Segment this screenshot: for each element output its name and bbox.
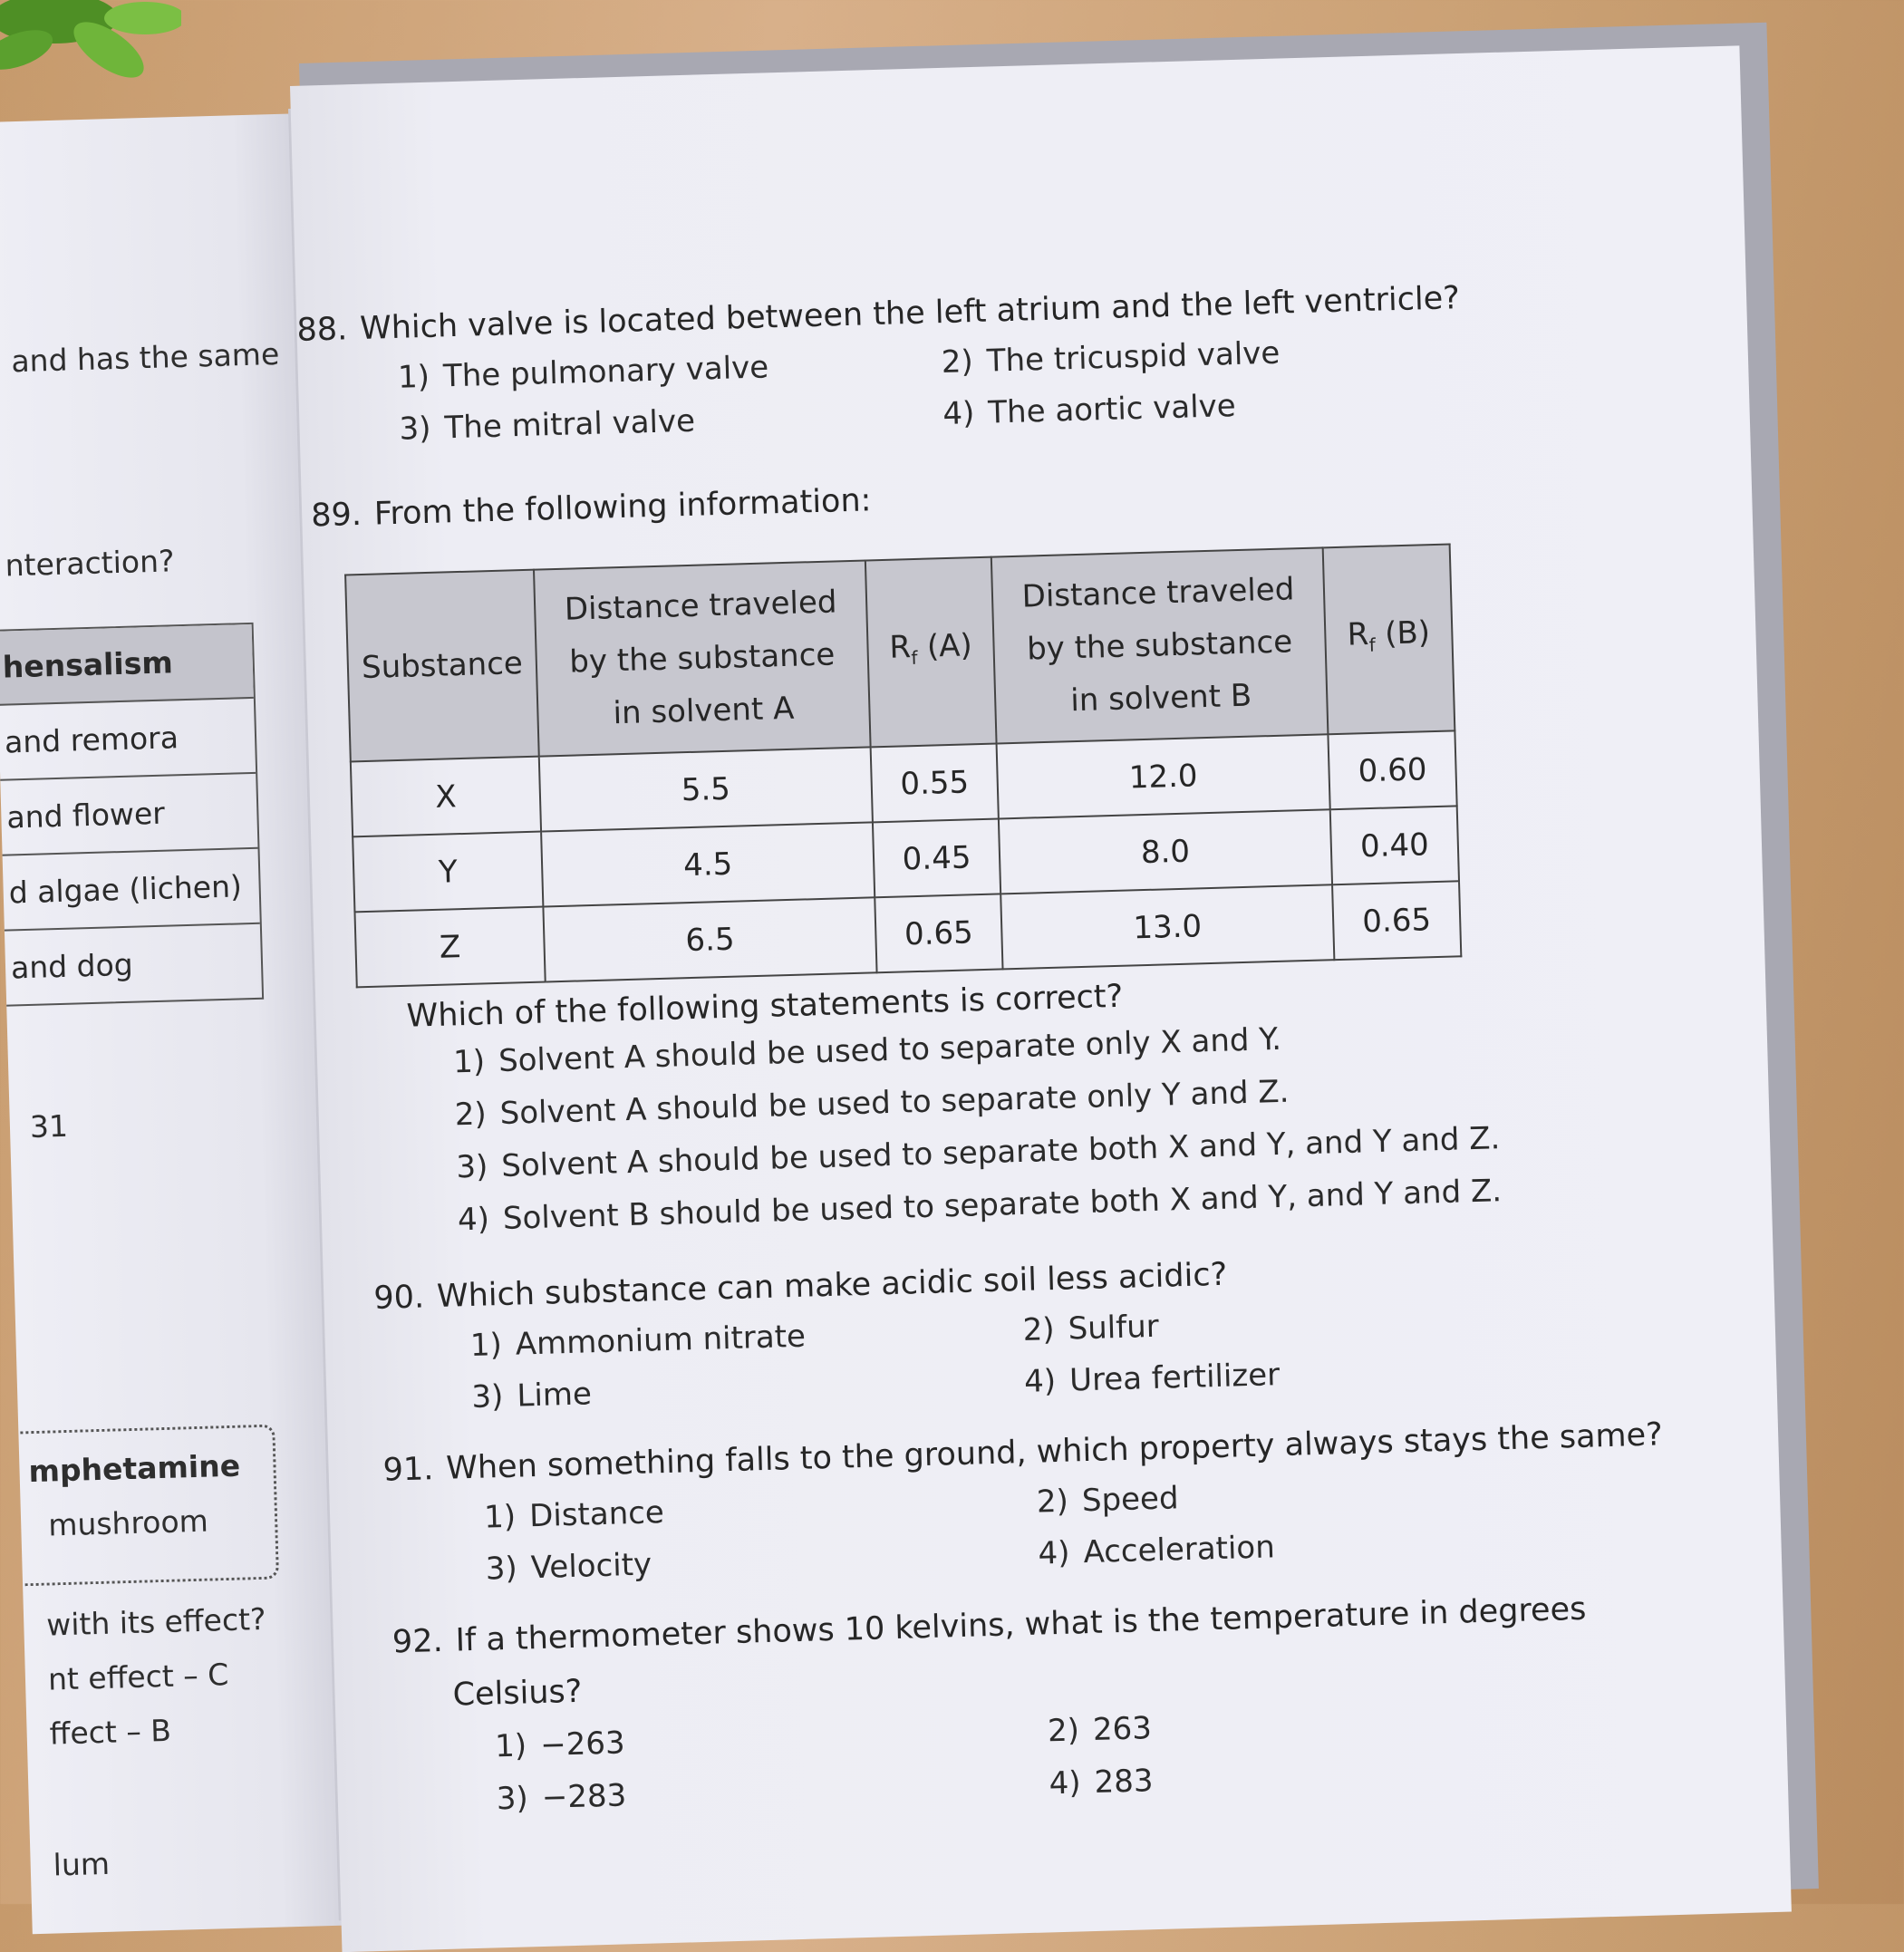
question-number: 90.	[372, 1279, 425, 1317]
cell-distance-b: 13.0	[1000, 884, 1334, 969]
option: 4) Acceleration	[1037, 1529, 1276, 1572]
left-table-row: and dog	[10, 946, 134, 986]
cell-substance: X	[351, 757, 541, 837]
left-table-row: and flower	[0, 774, 258, 856]
option: 1) Solvent A should be used to separate only X and Y.	[452, 1020, 1282, 1081]
option: 4) Solvent B should be used to separate both X and Y, and Y and Z.	[457, 1173, 1503, 1239]
option: 1) The pulmonary valve	[397, 349, 769, 396]
option: 2) Solvent A should be used to separate only Y and Z.	[454, 1073, 1290, 1134]
option: 2) 263	[1047, 1710, 1153, 1750]
header-substance: Substance	[345, 570, 539, 762]
question-88	[296, 280, 1460, 349]
plant-leaves-decoration	[0, 0, 181, 136]
question-text: If a thermometer shows 10 kelvins, what is the temperature in degrees	[455, 1590, 1587, 1659]
cell-substance: Y	[353, 832, 543, 913]
cell-rf-a: 0.55	[871, 744, 999, 823]
rf-data-table	[344, 543, 1462, 988]
option: 1) −263	[494, 1725, 626, 1765]
left-box-item: mushroom	[47, 1503, 209, 1543]
header-rf-a: $R_f$ (A)	[865, 557, 997, 748]
cell-rf-a: 0.65	[875, 894, 1002, 972]
question-number: 89.	[310, 496, 362, 535]
left-table-row: and remora	[0, 699, 256, 781]
cell-distance-b: 8.0	[999, 809, 1332, 894]
left-box-item: mphetamine	[28, 1447, 241, 1490]
cell-rf-b: 0.40	[1330, 806, 1459, 884]
option: 3) Lime	[470, 1376, 593, 1416]
left-fragment: lum	[53, 1845, 111, 1883]
cell-rf-a: 0.45	[873, 818, 1000, 897]
cell-substance: Z	[354, 907, 545, 988]
option: 1) Distance	[483, 1494, 665, 1536]
cell-distance-a: 5.5	[539, 747, 873, 831]
question-number: 92.	[391, 1622, 444, 1661]
left-fragment: 31	[29, 1107, 69, 1145]
option: 3) The mitral valve	[399, 402, 696, 448]
left-fragment: with its effect?	[45, 1600, 267, 1643]
question-number: 91.	[382, 1451, 434, 1489]
left-fragment: and has the same	[10, 335, 280, 380]
header-rf-b: $R_f$ (B)	[1323, 544, 1455, 734]
left-fragment: ffect – B	[49, 1712, 172, 1752]
left-page	[0, 113, 345, 1934]
question-91	[382, 1416, 1663, 1488]
option: 4) Urea fertilizer	[1023, 1357, 1281, 1400]
question-text: From the following information:	[373, 482, 872, 533]
left-table	[0, 623, 264, 1007]
question-90	[373, 1257, 1228, 1317]
question-89	[311, 482, 872, 534]
option: 2) The tricuspid valve	[941, 334, 1281, 382]
question-text: Which valve is located between the left atrium and the left ventricle?	[359, 280, 1461, 347]
option: 4) The aortic valve	[942, 388, 1237, 433]
question-92	[391, 1591, 1586, 1661]
cell-rf-b: 0.65	[1332, 881, 1461, 960]
question-92-line2: Celsius?	[452, 1673, 583, 1714]
cell-distance-b: 12.0	[997, 734, 1330, 818]
option: 3) −283	[496, 1777, 627, 1818]
option: 1) Ammonium nitrate	[469, 1318, 807, 1364]
header-distance-b: Distance traveled by the substance in solvent B	[991, 547, 1329, 743]
header-distance-a: Distance traveled by the substance in solvent A	[534, 560, 871, 756]
left-fragment: nteraction?	[5, 543, 175, 584]
cell-distance-a: 4.5	[541, 822, 875, 906]
left-table-header: hensalism	[0, 624, 254, 706]
cell-distance-a: 6.5	[543, 897, 876, 981]
cell-rf-b: 0.60	[1328, 730, 1456, 809]
option: 4) 283	[1049, 1763, 1155, 1802]
right-page	[290, 45, 1792, 1952]
question-text: When something falls to the ground, which property always stays the same?	[445, 1416, 1664, 1487]
option: 2) Sulfur	[1022, 1308, 1160, 1348]
left-table-row: d algae (lichen)	[0, 849, 260, 932]
question-text: Which substance can make acidic soil less acidic?	[436, 1256, 1228, 1315]
left-fragment: nt effect – C	[47, 1657, 229, 1697]
option: 2) Speed	[1036, 1480, 1180, 1521]
option: 3) Solvent A should be used to separate both X and Y, and Y and Z.	[455, 1120, 1501, 1186]
question-89-prompt: Which of the following statements is correct?	[406, 978, 1124, 1035]
question-number: 88.	[295, 311, 348, 349]
option: 3) Velocity	[485, 1546, 652, 1588]
